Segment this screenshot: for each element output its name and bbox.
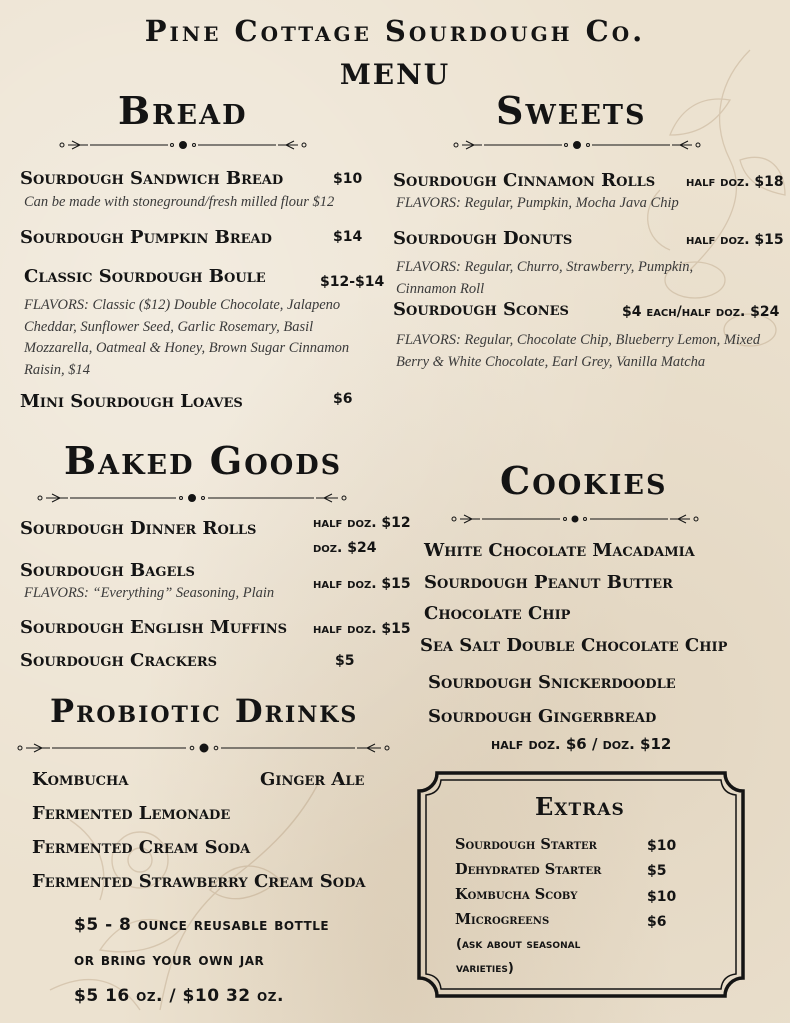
sweets-heading: Sweets: [496, 88, 647, 133]
bread-item-boule-desc: FLAVORS: Classic ($12) Double Chocolate, Jalapeno Cheddar, Sunflower Seed, Garlic Rosemary, Basil Mozzarella, Oatmeal & Honey, Brown Sugar Cinnamon Raisin, $14: [24, 297, 350, 378]
baked-item-crackers-price: $5: [335, 653, 355, 669]
drink-item-ginger-ale: Ginger Ale: [260, 769, 365, 790]
drinks-heading: Probiotic Drinks: [50, 692, 359, 730]
menu-label: MENU: [339, 58, 451, 91]
baked-item-bagels-desc: FLAVORS: “Everything” Seasoning, Plain: [24, 585, 275, 601]
bread-item-boule-price: $12-$14: [320, 274, 385, 290]
baked-item-dinner-rolls-price2: doz. $24: [313, 540, 377, 556]
cookies-price: half doz. $6 / doz. $12: [491, 735, 672, 753]
bread-item-sandwich-price: $10: [333, 171, 363, 187]
drinks-price-line-3: $5 16 oz. / $10 32 oz.: [74, 986, 284, 1006]
baked-item-bagels-price: half doz. $15: [313, 576, 411, 592]
extras-item-starter-price: $10: [647, 838, 677, 854]
cookie-item-gingerbread: Sourdough Gingerbread: [428, 706, 657, 727]
drink-item-kombucha: Kombucha: [32, 769, 129, 790]
baked-goods-divider-icon: [36, 491, 348, 505]
baked-item-dinner-rolls-price: half doz. $12: [313, 515, 411, 531]
bread-item-sandwich: Sourdough Sandwich Bread: [20, 168, 284, 189]
sweets-item-scones-price: $4 each/half doz. $24: [622, 304, 780, 320]
extras-note: (ask about seasonal varieties): [456, 937, 581, 976]
extras-item-dehydrated: Dehydrated Starter: [455, 861, 602, 878]
bread-item-sandwich-desc: Can be made with stoneground/fresh milled flour $12: [24, 194, 335, 210]
sweets-item-cinnamon-desc: FLAVORS: Regular, Pumpkin, Mocha Java Chip: [396, 195, 679, 211]
cookie-item-white-choc: White Chocolate Macadamia: [424, 540, 695, 561]
shop-name: Pine Cottage Sourdough Co.: [144, 14, 646, 48]
drink-item-strawberry-cream-soda: Fermented Strawberry Cream Soda: [32, 871, 366, 892]
sweets-item-donuts: Sourdough Donuts: [393, 228, 573, 249]
baked-item-crackers: Sourdough Crackers: [20, 650, 218, 671]
drink-item-lemonade: Fermented Lemonade: [32, 803, 231, 824]
cookie-item-sea-salt: Sea Salt Double Chocolate Chip: [420, 635, 728, 656]
bread-item-mini: Mini Sourdough Loaves: [20, 391, 243, 412]
drink-item-cream-soda: Fermented Cream Soda: [32, 837, 251, 858]
sweets-item-donuts-desc: FLAVORS: Regular, Churro, Strawberry, Pumpkin, Cinnamon Roll: [396, 259, 694, 297]
drinks-divider-icon: [16, 741, 391, 755]
sweets-divider-icon: [452, 138, 702, 152]
bread-item-mini-price: $6: [333, 391, 353, 407]
bread-item-pumpkin-price: $14: [333, 229, 363, 245]
extras-item-scoby: Kombucha Scoby: [455, 886, 578, 903]
baked-item-english-muffins-price: half doz. $15: [313, 621, 411, 637]
extras-item-scoby-price: $10: [647, 889, 677, 905]
cookie-item-choc-chip: Chocolate Chip: [424, 603, 571, 624]
extras-item-starter: Sourdough Starter: [455, 836, 597, 853]
drinks-price-line-1: $5 - 8 ounce reusable bottle: [74, 915, 330, 935]
drinks-price-line-2: or bring your own jar: [74, 950, 265, 970]
sweets-item-cinnamon: Sourdough Cinnamon Rolls: [393, 170, 656, 191]
cookie-item-peanut-butter: Sourdough Peanut Butter: [424, 572, 673, 593]
extras-item-microgreens-price: $6: [647, 914, 667, 930]
extras-item-microgreens: Microgreens: [455, 911, 550, 928]
baked-item-bagels: Sourdough Bagels: [20, 560, 195, 581]
extras-item-dehydrated-price: $5: [647, 863, 667, 879]
baked-item-english-muffins: Sourdough English Muffins: [20, 617, 287, 638]
baked-goods-heading: Baked Goods: [64, 438, 343, 483]
sweets-item-scones-desc: FLAVORS: Regular, Chocolate Chip, Blueberry Lemon, Mixed Berry & White Chocolate, Earl Grey, Vanilla Matcha: [396, 332, 761, 370]
bread-item-boule: Classic Sourdough Boule: [24, 266, 266, 287]
bread-item-pumpkin: Sourdough Pumpkin Bread: [20, 227, 272, 248]
cookies-divider-icon: [450, 512, 700, 526]
cookie-item-snickerdoodle: Sourdough Snickerdoodle: [428, 672, 676, 693]
sweets-item-donuts-price: half doz. $15: [686, 232, 784, 248]
extras-heading: Extras: [535, 792, 625, 821]
bread-heading: Bread: [118, 88, 248, 133]
cookies-heading: Cookies: [500, 458, 668, 503]
sweets-item-cinnamon-price: half doz. $18: [686, 174, 784, 190]
bread-divider-icon: [58, 138, 308, 152]
baked-item-dinner-rolls: Sourdough Dinner Rolls: [20, 518, 257, 539]
sweets-item-scones: Sourdough Scones: [393, 299, 569, 320]
